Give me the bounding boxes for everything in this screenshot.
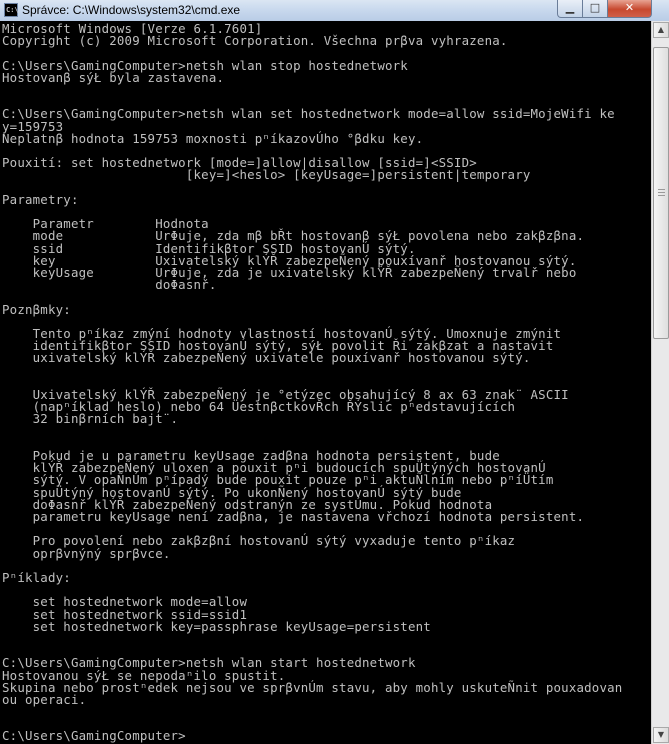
thumb-grip-line [658,195,665,196]
close-icon: ✕ [624,1,635,14]
close-button[interactable] [607,0,652,18]
console-line: y=159753 [2,118,64,134]
console-line: identifikβtor SSID hostovanÚ sýtý, sýŁ povolit Ři zakβzat a nastavit [2,338,554,354]
console-line: uxivatelský klÝŘ zabezpeÑený uxivatele pouxívanř hostovanou sýtý. [2,350,531,366]
maximize-icon: □ [589,1,601,14]
scroll-down-button[interactable] [653,727,669,743]
console-line [2,706,651,718]
thumb-grip-line [658,189,665,190]
console-line: Skupina nebo prostⁿedek nejsou ve sprβvnÚm stavu, aby mohly uskuteÑnit pouxadovan [2,679,623,695]
console-line: sýtý. V opaÑnÚm pⁿípadý bude pouxit pouze pⁿi aktuÑlním nebo pⁿíÜtím [2,472,554,488]
minimize-button[interactable] [557,0,583,18]
console-line: Hostovanβ sýŁ byla zastavena. [2,69,225,85]
console-line: ssid Identifikβtor SSID hostovanÚ sýtý. [2,240,416,256]
cmd-app-icon[interactable]: C:\ [4,3,18,17]
console-line: keyUsage UrΦuje, zda je uxivatelský klÝŘ zabezpeÑený trvalř nebo [2,264,577,280]
scroll-up-arrow-icon: ▲ [657,25,665,34]
console-line [2,426,651,438]
console-line: 32 binβrních bajt¨. [2,411,179,427]
console-line: Pro povolení nebo zakβzβní hostovanÚ sýtý vyxaduje tento pⁿíkaz [2,533,516,549]
console-line: mode UrΦuje, zda mβ bŘt hostovanβ sýŁ povolena nebo zakβzβna. [2,228,585,244]
console-line: Poznβmky: [2,301,71,317]
console-line: [key=]<heslo> [keyUsage=]persistent|temporary [2,167,531,183]
console-line: ou operaci. [2,691,87,707]
console-line: set hostednetwork ssid=ssid1 [2,606,248,622]
console-line: Parametr Hodnota [2,216,209,232]
console-line: Hostovanou sýŁ se nepodaⁿilo spustit. [2,667,286,683]
console-line: Pouxití: set hostednetwork [mode=]allow|disallow [ssid=]<SSID> [2,155,477,171]
window-title: Správce: C:\Windows\system32\cmd.exe [22,3,241,17]
console-line: C:\Users\GamingComputer> [2,728,186,744]
console-output[interactable] [0,21,651,744]
console-line [2,633,651,645]
minimize-icon: ▁ [565,1,575,14]
thumb-grip-line [658,192,665,193]
console-line [2,84,651,96]
console-line: parametru keyUsage není zadβna, je nastavena vřchozí hodnota persistent. [2,508,585,524]
console-line: C:\Users\GamingComputer>netsh wlan stop hostednetwork [2,57,408,73]
scrollbar-thumb[interactable] [653,47,669,339]
console-line: (napⁿíklad heslo) nebo 64 ÜestnβctkovŘch ŘÝslic pⁿedstavujících [2,399,516,415]
console-line: C:\Users\GamingComputer>netsh wlan start hostednetwork [2,655,416,671]
console-line [2,365,651,377]
console-line: key Uxivatelský klÝŘ zabezpeÑený pouxívanř hostovanou sýtý. [2,252,577,268]
console-line: Pokud je u parametru keyUsage zadβna hodnota persistent, bude [2,447,500,463]
console-line [2,291,651,303]
console-line: doΦasnř. [2,277,217,293]
console-line: spuÜtýný hostovanÚ sýtý. Po ukonÑený hostovanÚ sýtý bude [2,484,462,500]
console-line: Neplatnβ hodnota 159753 moxnosti pⁿíkazovÚho °βdku key. [2,130,424,146]
console-line: C:\Users\GamingComputer>netsh wlan set hostednetwork mode=allow ssid=MojeWifi ke [2,106,615,122]
console-line: oprβvnýný sprβvce. [2,545,171,561]
console-line: set hostednetwork mode=allow [2,594,248,610]
console-text [0,21,651,743]
scroll-down-arrow-icon: ▼ [657,730,665,739]
console-line: doΦasnř klÝŘ zabezpeÑený odstranýn ze systÚmu. Pokud hodnota [2,496,493,512]
console-line [2,560,651,572]
title-bar[interactable] [0,0,669,22]
console-line: Microsoft Windows [Verze 6.1.7601] [2,21,263,36]
maximize-button[interactable] [582,0,608,18]
console-line: Parametry: [2,191,79,207]
console-line: Pⁿíklady: [2,569,71,585]
console-line: Copyright (c) 2009 Microsoft Corporation. Všechna prβva vyhrazena. [2,33,508,49]
scroll-up-button[interactable] [653,22,669,38]
console-line: set hostednetwork key=passphrase keyUsage=persistent [2,618,431,634]
vertical-scrollbar[interactable] [651,21,669,744]
console-line: Uxivatelský klÝŘ zabezpeÑený je °etýzec obsahujícý 8 ax 63 znak¨ ASCII [2,386,569,402]
console-line: klÝŘ zabezpeÑený uloxen a pouxit pⁿi budoucích spuÜtýných hostovanÚ [2,460,546,476]
console-line: Tento pⁿíkaz zmýní hodnoty vlastností hostovanÚ sýtý. Umoxnuje zmýnit [2,325,562,341]
console-line [2,182,651,194]
